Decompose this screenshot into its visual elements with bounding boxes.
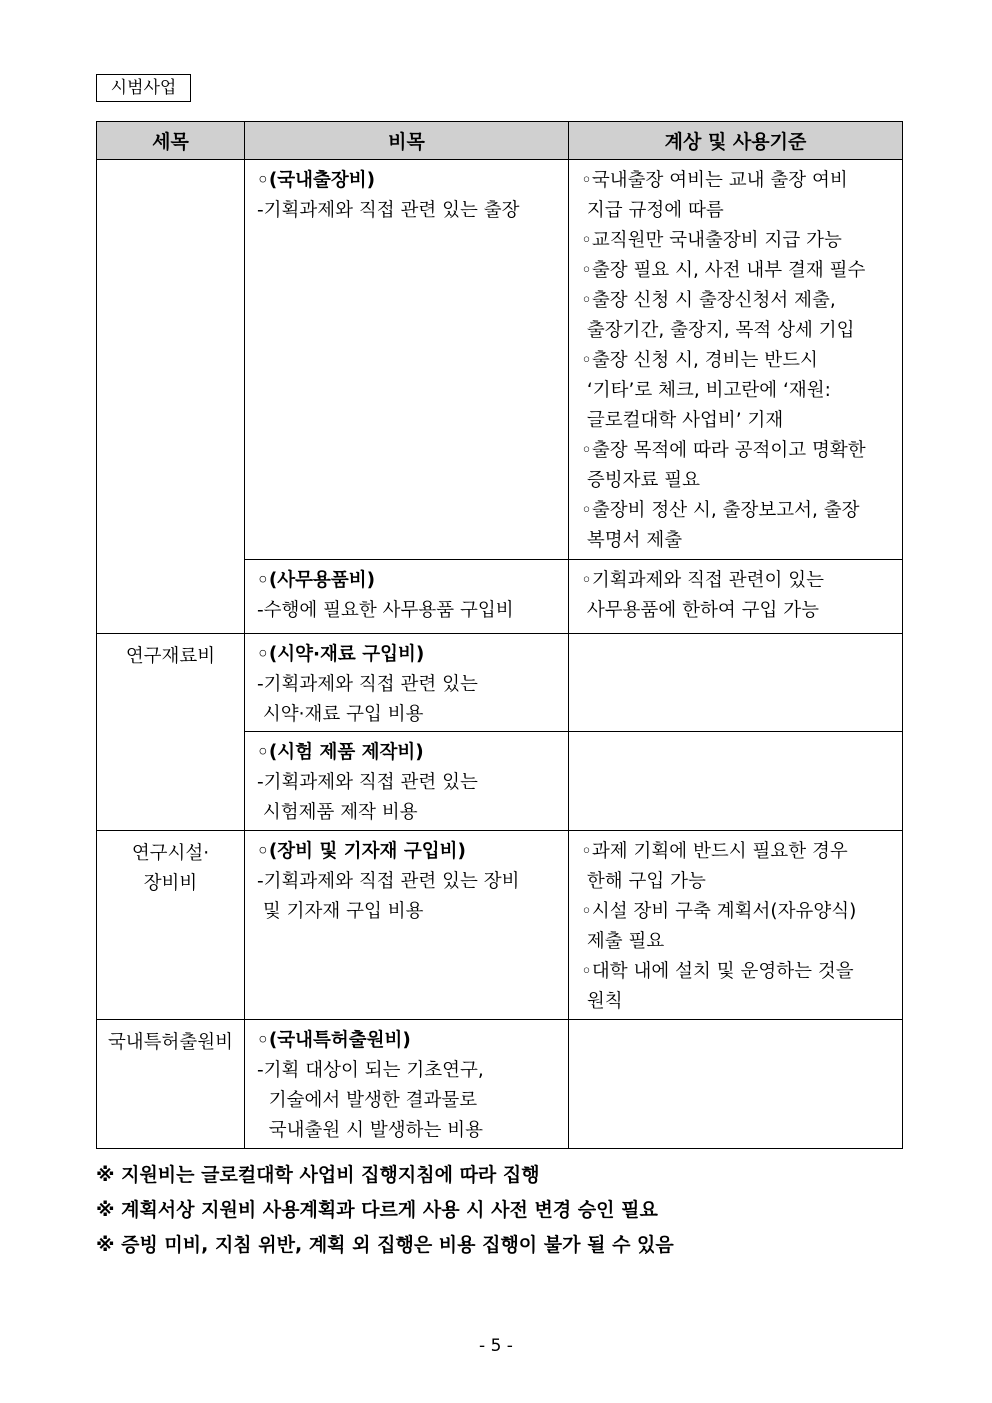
category-cell xyxy=(97,831,245,1020)
item-description: -기획과제와 직접 관련 있는 xyxy=(257,772,478,793)
item-cell xyxy=(245,634,569,732)
item-cell xyxy=(245,831,569,1020)
item-title: ◦(시약·재료 구입비) xyxy=(257,644,425,665)
note-line: ※ 증빙 미비, 지침 위반, 계획 외 집행은 비용 집행이 불가 될 수 있음 xyxy=(96,1234,674,1256)
item-cell xyxy=(245,160,569,560)
criteria-cell xyxy=(569,560,903,634)
table-row xyxy=(97,634,903,732)
notes xyxy=(96,1158,674,1263)
item-title: ◦(국내특허출원비) xyxy=(257,1030,411,1051)
item-description: 시약·재료 구입 비용 xyxy=(257,704,424,725)
criteria-line: ◦출장 신청 시 출장신청서 제출, xyxy=(581,290,836,311)
criteria-cell xyxy=(569,1020,903,1149)
note-line: ※ 계획서상 지원비 사용계획과 다르게 사용 시 사전 변경 승인 필요 xyxy=(96,1199,658,1221)
page-number: - 5 - xyxy=(479,1336,513,1356)
item-cell xyxy=(245,732,569,831)
criteria-line: 제출 필요 xyxy=(581,931,665,952)
criteria-line: 원칙 xyxy=(581,991,623,1012)
criteria-line: ◦교직원만 국내출장비 지급 가능 xyxy=(581,230,842,251)
item-cell xyxy=(245,560,569,634)
item-description: -기획과제와 직접 관련 있는 xyxy=(257,674,478,695)
category-label: 연구재료비 xyxy=(125,646,216,667)
category-label: 장비비 xyxy=(143,873,198,894)
item-title: ◦(장비 및 기자재 구입비) xyxy=(257,841,466,862)
criteria-line: ◦출장 필요 시, 사전 내부 결재 필수 xyxy=(581,260,866,281)
item-description: 기술에서 발생한 결과물로 xyxy=(257,1090,478,1111)
category-label: 국내특허출원비 xyxy=(107,1032,234,1053)
item-cell xyxy=(245,1020,569,1149)
header-item: 비목 xyxy=(245,122,569,160)
criteria-line: ◦대학 내에 설치 및 운영하는 것을 xyxy=(581,961,854,982)
section-tag: 시범사업 xyxy=(96,74,191,102)
category-cell xyxy=(97,160,245,634)
criteria-line: ‘기타’로 체크, 비고란에 ‘재원: xyxy=(581,380,831,401)
criteria-cell xyxy=(569,160,903,560)
criteria-cell xyxy=(569,732,903,831)
item-description: -기획과제와 직접 관련 있는 출장 xyxy=(257,200,520,221)
item-title: ◦(국내출장비) xyxy=(257,170,376,191)
item-title: ◦(사무용품비) xyxy=(257,570,376,591)
criteria-line: ◦기획과제와 직접 관련이 있는 xyxy=(581,570,825,591)
item-description: 국내출원 시 발생하는 비용 xyxy=(257,1120,483,1141)
criteria-line: 복명서 제출 xyxy=(581,530,683,551)
criteria-cell xyxy=(569,831,903,1020)
note-line: ※ 지원비는 글로컬대학 사업비 집행지침에 따라 집행 xyxy=(96,1164,540,1186)
item-description: -기획과제와 직접 관련 있는 장비 xyxy=(257,871,520,892)
item-description: -수행에 필요한 사무용품 구입비 xyxy=(257,600,514,621)
item-description: 시험제품 제작 비용 xyxy=(257,802,418,823)
category-cell xyxy=(97,634,245,831)
table-header-row xyxy=(97,122,903,160)
criteria-line: ◦과제 기획에 반드시 필요한 경우 xyxy=(581,841,848,862)
item-description: 및 기자재 구입 비용 xyxy=(257,901,424,922)
category-cell xyxy=(97,1020,245,1149)
criteria-line: 증빙자료 필요 xyxy=(581,470,700,491)
item-description: -기획 대상이 되는 기초연구, xyxy=(257,1060,484,1081)
criteria-line: 출장기간, 출장지, 목적 상세 기입 xyxy=(581,320,855,341)
header-criteria: 계상 및 사용기준 xyxy=(569,122,903,160)
criteria-line: 한해 구입 가능 xyxy=(581,871,706,892)
table-row xyxy=(97,160,903,560)
table-row xyxy=(97,1020,903,1149)
item-title: ◦(시험 제품 제작비) xyxy=(257,742,424,763)
criteria-line: 사무용품에 한하여 구입 가능 xyxy=(581,600,819,621)
header-category: 세목 xyxy=(97,122,245,160)
category-label: 연구시설· xyxy=(131,843,210,864)
table-row xyxy=(97,831,903,1020)
criteria-line: ◦출장 목적에 따라 공적이고 명확한 xyxy=(581,440,866,461)
criteria-line: 지급 규정에 따름 xyxy=(581,200,724,221)
budget-table xyxy=(96,121,903,1149)
criteria-line: ◦국내출장 여비는 교내 출장 여비 xyxy=(581,170,848,191)
criteria-cell xyxy=(569,634,903,732)
criteria-line: ◦출장비 정산 시, 출장보고서, 출장 xyxy=(581,500,860,521)
criteria-line: ◦출장 신청 시, 경비는 반드시 xyxy=(581,350,818,371)
criteria-line: 글로컬대학 사업비’ 기재 xyxy=(581,410,784,431)
criteria-line: ◦시설 장비 구축 계획서(자유양식) xyxy=(581,901,857,922)
